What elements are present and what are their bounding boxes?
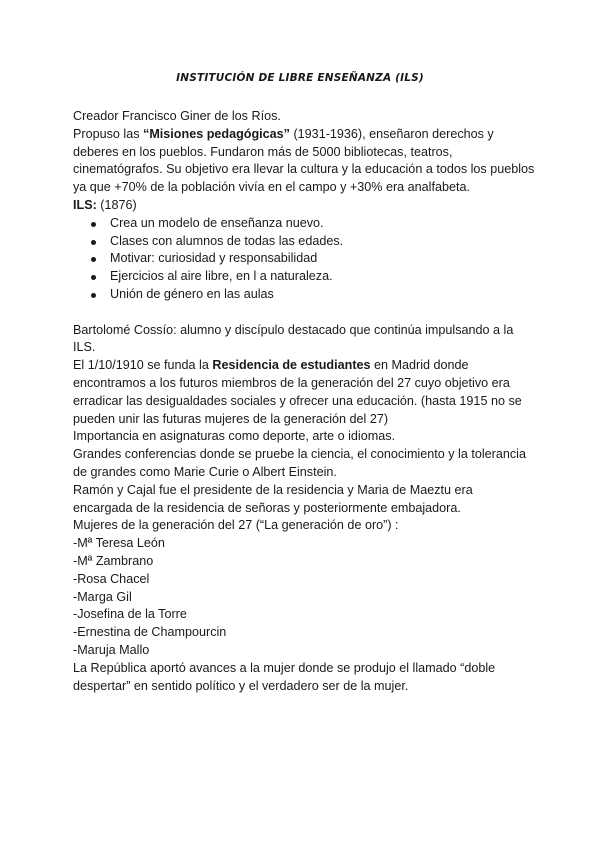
paragraph-mujeres-heading: Mujeres de la generación del 27 (“La generación de oro”) :	[73, 518, 399, 533]
misiones-bold: “Misiones pedagógicas”	[143, 126, 290, 141]
list-item: Clases con alumnos de todas las edades.	[110, 233, 535, 251]
list-item: Motivar: curiosidad y responsabilidad	[110, 250, 535, 268]
paragraph-ramon-y-cajal: Ramón y Cajal fue el presidente de la residencia y Maria de Maeztu era encargada de la residencia de señoras y posteriormente embajadora.	[73, 482, 473, 515]
list-item: Unión de género en las aulas	[110, 286, 535, 304]
list-item: Ejercicios al aire libre, en l a naturaleza.	[110, 268, 535, 286]
residencia-bold: Residencia de estudiantes	[212, 358, 371, 373]
list-item: -Mª Zambrano	[73, 553, 154, 568]
paragraph-cossio: Bartolomé Cossío: alumno y discípulo destacado que continúa impulsando a la ILS.	[73, 322, 514, 355]
blank-line	[73, 304, 535, 322]
list-item: Crea un modelo de enseñanza nuevo.	[110, 215, 535, 233]
misiones-pre: Propuso las	[73, 126, 144, 141]
paragraph-asignaturas: Importancia en asignaturas como deporte, arte o idiomas.	[73, 429, 396, 444]
document-title: INSTITUCIÓN DE LIBRE ENSEÑANZA (ILS)	[176, 72, 424, 84]
list-item: -Rosa Chacel	[73, 571, 150, 586]
paragraph-conferencias: Grandes conferencias donde se pruebe la ciencia, el conocimiento y la tolerancia de grandes como Marie Curie o Albert Einstein.	[73, 447, 526, 479]
misiones-post: (1931-1936), enseñaron derechos y deberes en los pueblos. Fundaron más de 5000 bibliotecas, teatros, cinematógrafos. Su objetivo era llevar la cultura y la educación a todos los pueblos ya que +70% de la población vivía en el campo y +30% era analfabeta.	[73, 126, 535, 195]
paragraph-creator: Creador Francisco Giner de los Ríos.	[73, 109, 281, 123]
document-body	[73, 108, 535, 695]
list-item: -Ernestina de Champourcin	[73, 625, 227, 640]
list-item: -Josefina de la Torre	[73, 607, 187, 622]
list-item: -Maruja Mallo	[73, 642, 150, 657]
paragraph-ils	[73, 197, 535, 215]
ils-bullet-list	[73, 215, 535, 304]
paragraph-republica: La República aportó avances a la mujer donde se produjo el llamado “doble despertar” en sentido político y el verdadero ser de la mujer.	[73, 660, 496, 693]
ils-label: ILS:	[73, 197, 97, 212]
paragraph-residencia	[73, 357, 535, 428]
ils-year: (1876)	[96, 197, 137, 212]
list-item: -Mª Teresa León	[73, 536, 165, 551]
residencia-post: en Madrid donde encontramos a los futuros miembros de la generación del 27 cuyo objetivo era erradicar las desigualdades sociales y ofrecer una educación. (hasta 1915 no se pueden unir las futuras mujeres de la generación del 27)	[73, 358, 522, 426]
list-item: -Marga Gil	[73, 589, 132, 604]
residencia-pre: El 1/10/1910 se funda la	[73, 358, 213, 373]
paragraph-misiones	[73, 126, 535, 197]
